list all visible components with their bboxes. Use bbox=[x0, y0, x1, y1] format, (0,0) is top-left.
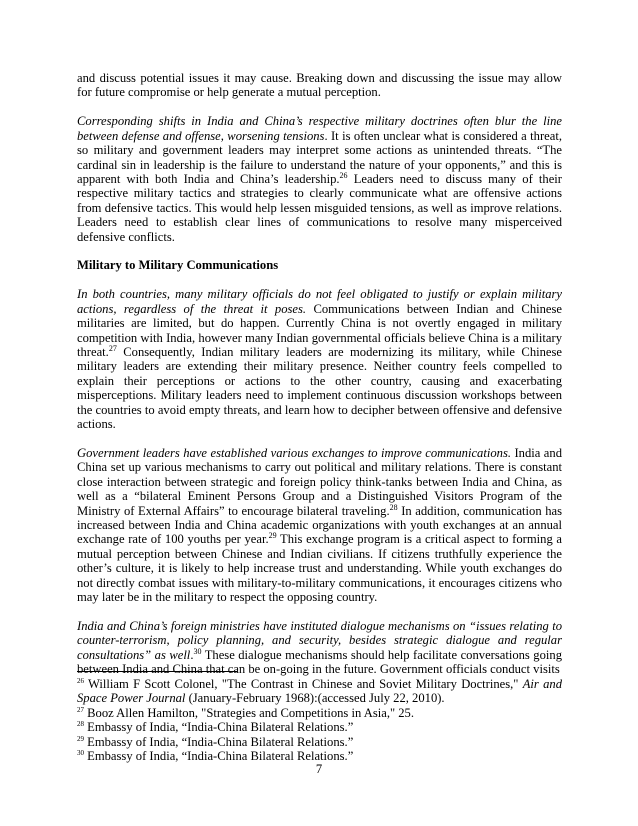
footnote-text: Embassy of India, “India-China Bilateral Relations.” bbox=[84, 720, 354, 735]
footnote-divider bbox=[77, 671, 237, 672]
footnote-number: 27 bbox=[77, 705, 84, 714]
footnote-text-rest: (January-February 1968):(accessed July 22, 2010). bbox=[185, 691, 445, 706]
section-heading: Military to Military Communications bbox=[77, 258, 279, 273]
paragraph-2 bbox=[77, 114, 562, 244]
footnote-text: Embassy of India, “India-China Bilateral Relations.” bbox=[84, 749, 354, 764]
footnote-number: 30 bbox=[77, 748, 84, 757]
footnote-26 bbox=[77, 677, 562, 706]
paragraph-4 bbox=[77, 446, 562, 604]
footnote-text: William F Scott Colonel, "The Contrast in Chinese and Soviet Military Doctrines," bbox=[84, 677, 523, 691]
footnote-number: 26 bbox=[77, 676, 84, 685]
paragraph-3 bbox=[77, 287, 562, 431]
footnotes bbox=[77, 677, 562, 763]
paragraph-4-lead: Government leaders have established various exchanges to improve communications. bbox=[77, 445, 511, 460]
footnote-29 bbox=[77, 735, 562, 749]
footnote-27 bbox=[77, 706, 562, 720]
footnote-ref-27[interactable]: 27 bbox=[108, 343, 117, 353]
footnote-ref-29[interactable]: 29 bbox=[268, 531, 277, 541]
footnote-ref-26[interactable]: 26 bbox=[339, 170, 348, 180]
paragraph-3-lead: In both countries, many military officials do not feel obligated to justify or explain military actions, regardless of the threat it poses. bbox=[77, 287, 562, 316]
paragraph-5-lead: India and China’s foreign ministries have instituted dialogue mechanisms on “issues relating to counter-terrorism, policy planning, and security, besides strategic dialogue and regular consultations” as well bbox=[77, 618, 562, 662]
footnote-28 bbox=[77, 720, 562, 734]
paragraph-2-text-b: Leaders need to discuss many of their respective military tactics and strategies to clearly communicate what are offensive actions from defensive tactics. This would help lessen misguided tensions, as well as improve relations. Leaders need to establish clear lines of communications to resolve many misperceived defensive conflicts. bbox=[77, 171, 562, 244]
paragraph-5 bbox=[77, 619, 562, 677]
page-number: 7 bbox=[315, 762, 323, 776]
paragraph-3-text-a: Communications between Indian and Chinese militaries are limited, but do happen. Currently China is not overtly engaged in military competition with India, however many Indian governmental officials believe China is a military threat. bbox=[77, 301, 562, 359]
paragraph-1: and discuss potential issues it may cause. Breaking down and discussing the issue may allow for future compromise or help generate a mutual perception. bbox=[77, 71, 562, 100]
footnote-text: Embassy of India, “India-China Bilateral Relations.” bbox=[84, 734, 354, 749]
footnote-number: 28 bbox=[77, 720, 84, 729]
footnote-text: Booz Allen Hamilton, "Strategies and Competitions in Asia," 25. bbox=[84, 705, 414, 720]
paragraph-4-text-c: This exchange program is a critical aspect to forming a mutual perception between Chinese and Indian civilians. If citizens truthfully experience the other’s culture, it is likely to help increase trust and understanding. While youth exchanges do not directly combat issues with military-to-military communications, it encourages citizens who may later be in the military to respect the opposing country. bbox=[77, 532, 562, 604]
paragraph-5-text-b: These dialogue mechanisms should help facilitate conversations going between India and China that can be on-going in the future. Government officials conduct visits bbox=[77, 647, 562, 677]
paragraph-2-lead: Corresponding shifts in India and China’s respective military doctrines often blur the line between defense and offense, worsening tensions bbox=[77, 114, 562, 143]
footnote-ref-30[interactable]: 30 bbox=[193, 646, 202, 656]
paragraph-5-text-a: . bbox=[190, 647, 194, 662]
paragraph-3-text-b: Consequently, Indian military leaders are modernizing its military, while Chinese military leaders are extending their military presence. Neither country feels compelled to explain their perceptions or actions to the other country, causing and exacerbating misperceptions. Military leaders need to implement continuous discussion workshops between the countries to avoid empty threats, and learn how to decipher between offensive and defensive actions. bbox=[77, 345, 562, 432]
footnote-ref-28[interactable]: 28 bbox=[389, 502, 398, 512]
footnote-number: 29 bbox=[77, 734, 84, 743]
paragraph-4-text-b: In addition, communication has increased between India and China academic organizations with youth exchanges at an annual exchange rate of 100 youths per year. bbox=[77, 503, 563, 547]
paragraph-4-text-a: India and China set up various mechanisms to carry out political and military relations. There is constant close interaction between strategic and foreign policy think-tanks between India and China, as well as a “bilateral Eminent Persons Group and a Distinguished Visitors Program of the Ministry of External Affairs” to encourage bilateral traveling. bbox=[77, 445, 562, 518]
page-body bbox=[77, 71, 562, 691]
footnote-journal-title: Air and Space Power Journal bbox=[77, 677, 562, 706]
paragraph-2-text-a: . It is often unclear what is considered a threat, so military and government leaders may interpret some actions as unintended threats. “The cardinal sin in leadership is the failure to understand the nature of your opponents,” and this is apparent with both India and China’s leadership. bbox=[77, 128, 562, 186]
